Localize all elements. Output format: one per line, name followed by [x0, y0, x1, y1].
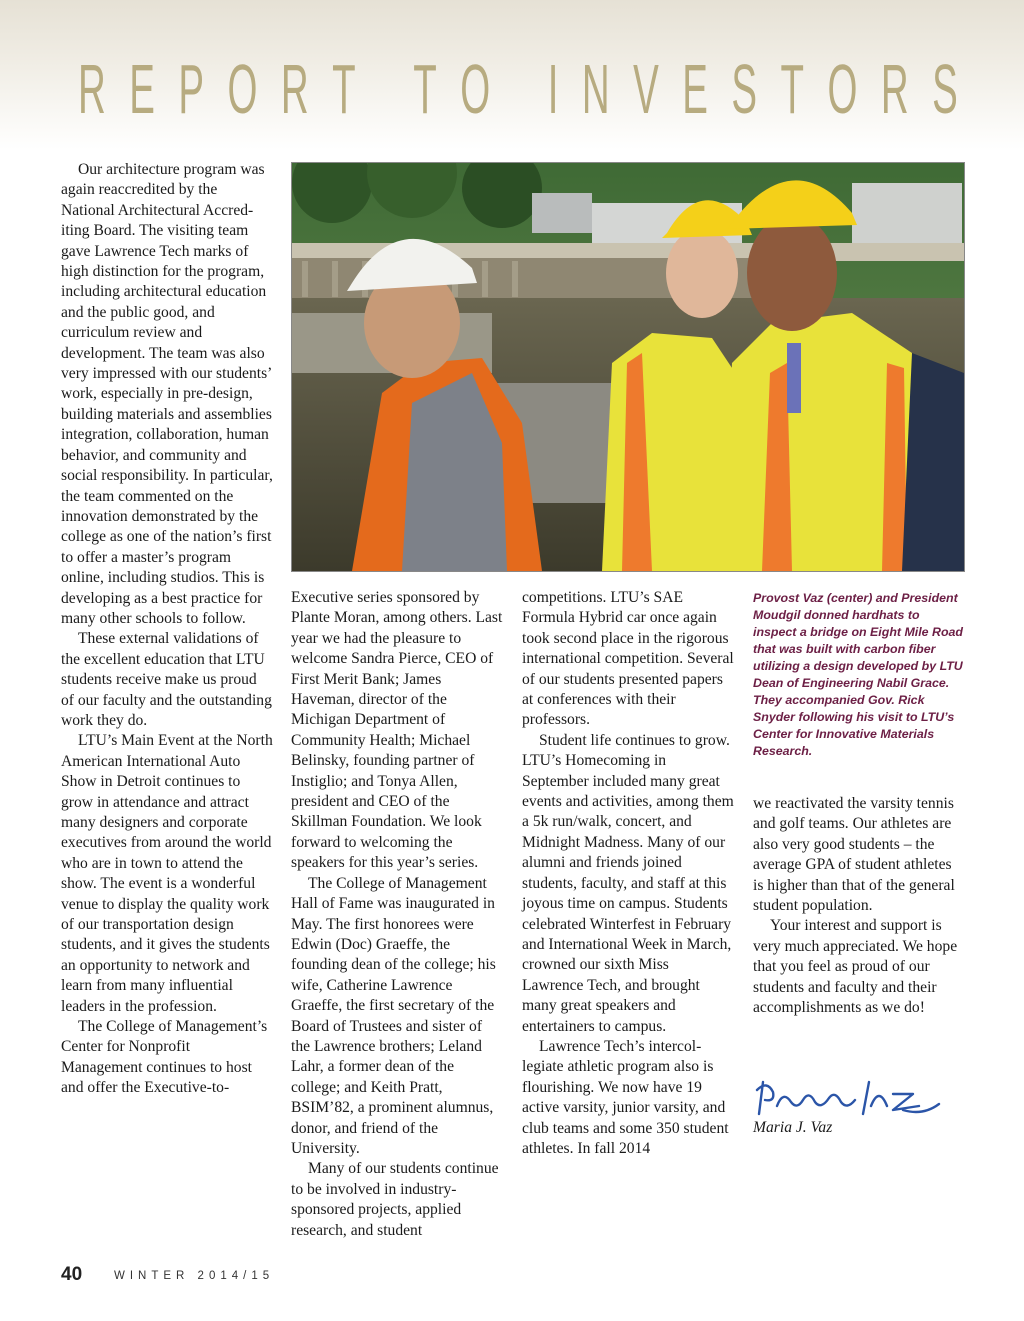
paragraph: LTU’s Main Event at the North American International Auto Show in Detroit continues to grow in attendance and attract many designers and corporate executives from around the world who are in town to attend the show. The event is a wonderful venue to display the quality work of our transportation design students, and it gives the students an opportunity to network and learn from many influential leaders in the profession. [61, 732, 273, 1015]
title-letter: R [280, 50, 309, 128]
paragraph: The College of Management Hall of Fame was inaugurated in May. The first honorees were Edwin (Doc) Graeffe, the founding dean of the college; his wife, Catherine Lawrence Graeffe, the first secretary of the Board of Trustees and sister of the Lawrence brothers; Leland Lahr, a former dean of the college; and Keith Pratt, BSIM’82, a prominent alumnus, donor, and friend of the University. [291, 874, 496, 1157]
body-column-2 [291, 588, 503, 1241]
title-letter: S [932, 50, 958, 128]
body-column-4 [753, 794, 965, 1018]
paragraph: we reactivated the varsity tennis and golf teams. Our athletes are also very good students – the average GPA of student athletes is higher than that of the general student population. [753, 795, 955, 915]
title-letter: N [581, 50, 610, 128]
body-column-1 [61, 160, 273, 1099]
page-section-title [78, 50, 958, 128]
paragraph: Lawrence Tech’s intercollegiate athletic program also is flourishing. We now have 19 active varsity, junior varsity, and club teams and some 350 student athletes. In fall 2014 [522, 1037, 729, 1157]
photo-caption: Provost Vaz (center) and President Moudgil donned hardhats to inspect a bridge on Eight Mile Road that was built with carbon fiber utilizing a design developed by LTU Dean of Engineering Nabil Grace. They accompanied Gov. Rick Snyder following his visit to LTU’s Center for Innovative Materials Research. [753, 591, 963, 758]
title-letter [379, 49, 390, 129]
paragraph: Many of our students continue to be involved in industry-sponsored projects, applied research, and student [291, 1160, 499, 1239]
body-column-3 [522, 588, 734, 1159]
signer-name: Maria J. Vaz [753, 1119, 833, 1136]
title-letter: O [227, 50, 258, 128]
paragraph: These external validations of the excellent education that LTU students receive make us proud of our faculty and the outstanding work they do. [61, 630, 272, 729]
title-letter: T [413, 50, 437, 128]
title-letter: V [633, 50, 659, 128]
title-letter: T [332, 50, 356, 128]
title-letter: R [78, 50, 106, 128]
title-letter: S [731, 50, 758, 128]
title-letter: I [547, 50, 559, 128]
title-letter: T [780, 50, 805, 128]
paragraph: The College of Management’s Center for Nonprofit Management continues to host and offer the Executive-to- [61, 1018, 268, 1097]
paragraph: Your interest and support is very much appreciated. We hope that you feel as proud of our students and faculty and their accomplishments as we do! [753, 917, 958, 1017]
title-letter: R [880, 50, 909, 128]
title-letter: P [178, 50, 205, 128]
title-letter: E [129, 50, 155, 128]
title-letter [514, 49, 525, 129]
handwritten-signature [753, 1076, 943, 1120]
paragraph: Student life continues to grow. LTU’s Homecoming in September included many great events and activities, among them a 5k run/walk, concert, and Midnight Madness. Many of our alumni and friends joined students, faculty, and staff at this joyous time on campus. Students celebrated Winterfest in February and International Week in March, crowned our sixth Miss Lawrence Tech, and brought many great speakers and entertainers to campus. [522, 731, 734, 1035]
title-letter: O [460, 50, 491, 128]
paragraph: competitions. LTU’s SAE Formula Hybrid car once again took second place in the rigorous international competition. Several of our students presented papers at conferences with their professors. [522, 589, 734, 729]
page-number: 40 [61, 1264, 83, 1285]
hardhat-inspection-photo [291, 162, 965, 572]
title-letter: E [682, 50, 708, 128]
issue-label: WINTER 2014/15 [114, 1270, 275, 1282]
paragraph: Executive series sponsored by Plante Moran, among others. Last year we had the pleasure to welcome Sandra Pierce, CEO of First Merit Bank; James Haveman, director of the Michigan Department of Community Health; Michael Belinsky, founding partner of Instiglio; and Tonya Allen, president and CEO of the Skillman Foundation. We look forward to welcoming the speakers for this year’s series. [291, 589, 503, 872]
title-letter: O [827, 50, 858, 128]
paragraph: Our architecture program was again reaccredited by the National Architectural Accrediting Board. The visiting team gave Lawrence Tech marks of high distinction for the program, including architectural education and the public good, and curriculum review and development. The team was also very impressed with our students’ work, especially in pre-design, building materials and assemblies integration, collaboration, human behavior, and community and social responsibility. In particular, the team commented on the innovation demonstrated by the college as one of the nation’s first to offer a master’s program online, including studios. This is developing as a best practice for many other schools to follow. [61, 161, 273, 627]
